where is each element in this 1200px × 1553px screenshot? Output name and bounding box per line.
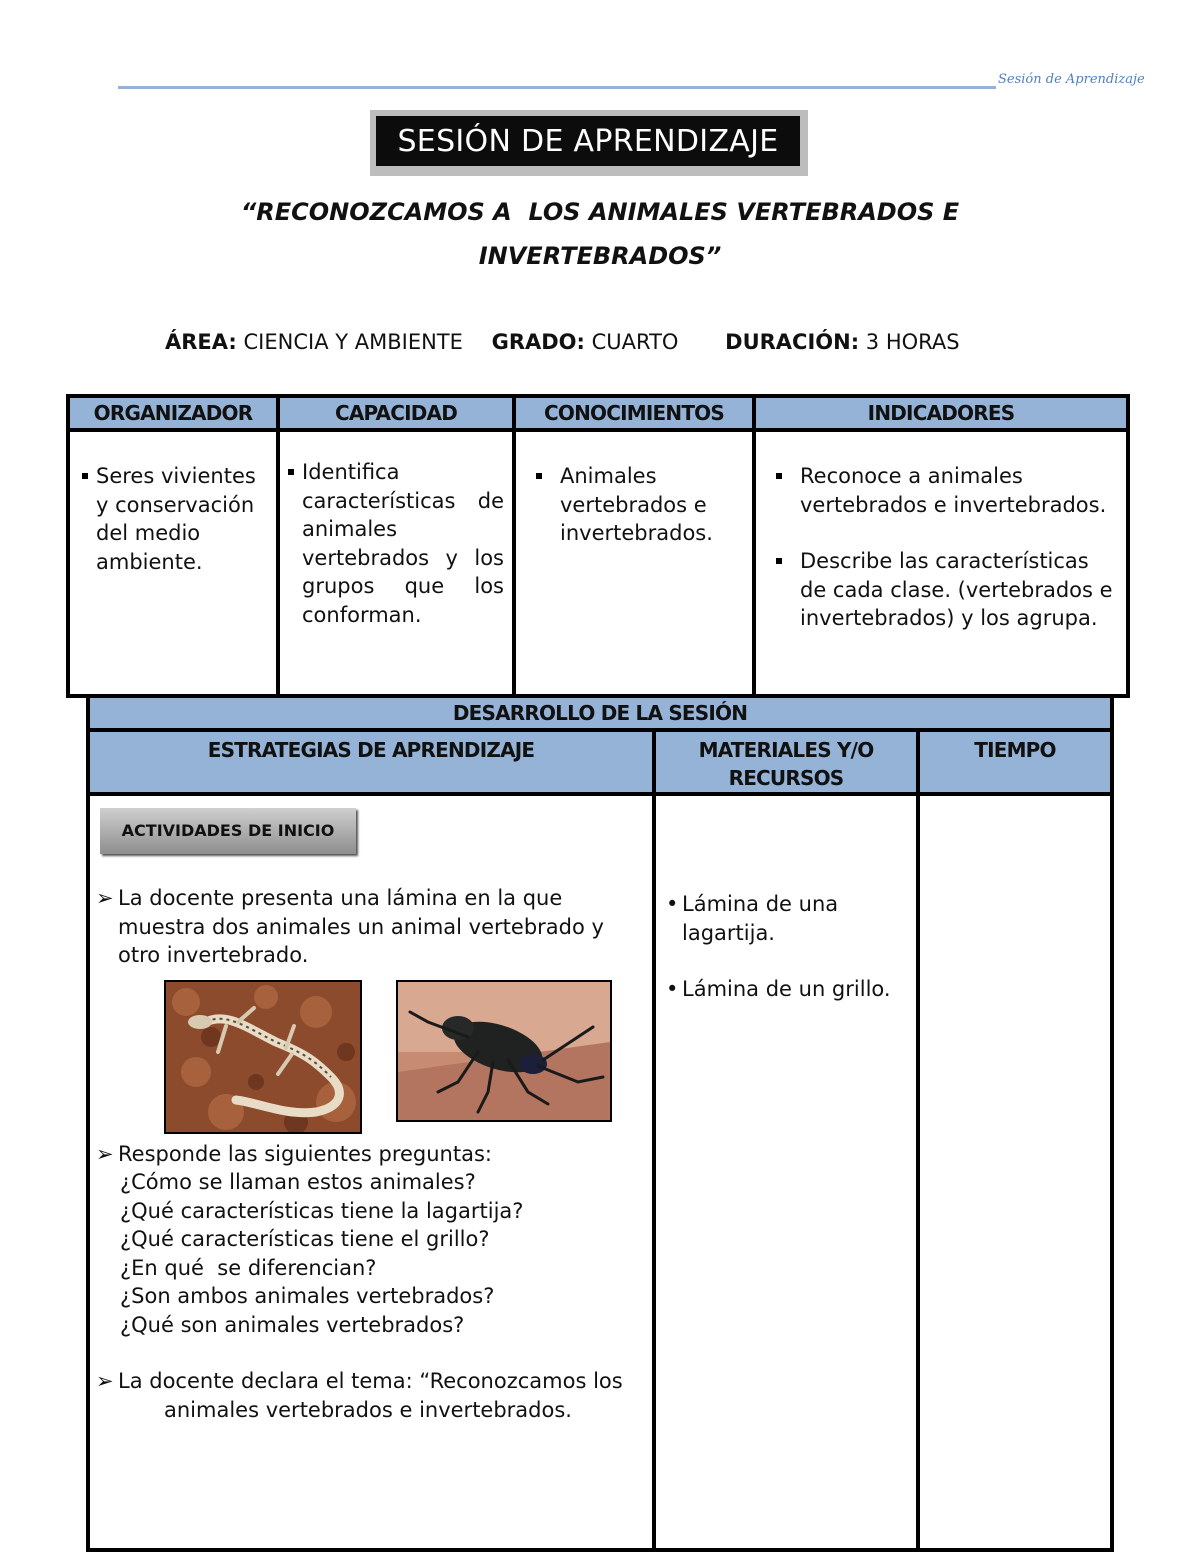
- strategy-text: La docente declara el tema: “Reconozcamos los: [118, 1369, 623, 1393]
- header-estrategias: ESTRATEGIAS DE APRENDIZAJE: [88, 730, 654, 794]
- cell-organizador: [68, 430, 278, 696]
- question-item: ¿Qué son animales vertebrados?: [120, 1312, 465, 1337]
- arrow-bullet-icon: ➢: [96, 886, 114, 910]
- indicador-item: Describe las características de cada clase. (vertebrados e invertebrados) y los agrupa.: [770, 547, 1118, 633]
- header-tiempo: TIEMPO: [918, 730, 1112, 794]
- session-subtitle: [100, 190, 1100, 278]
- grado-value: CUARTO: [591, 330, 679, 354]
- lizard-image: [164, 980, 362, 1134]
- session-meta: [165, 330, 960, 354]
- cell-conocimientos: [514, 430, 754, 696]
- cricket-image: [396, 980, 612, 1122]
- header-conocimientos: CONOCIMIENTOS: [514, 396, 754, 430]
- capacidad-item: Identifica características de animales vertebrados y los grupos que los conforman.: [288, 458, 504, 629]
- subtitle-line-2: INVERTEBRADOS”: [478, 242, 722, 270]
- page-title: SESIÓN DE APRENDIZAJE: [376, 116, 800, 166]
- planning-table: [66, 394, 1130, 698]
- header-materiales: [654, 730, 918, 794]
- strategy-text: animales vertebrados e invertebrados.: [164, 1397, 572, 1422]
- header-indicadores: INDICADORES: [754, 396, 1128, 430]
- organizador-item: Seres vivientes y conservación del medio ambiente.: [82, 462, 268, 576]
- conocimientos-item: Animales vertebrados e invertebrados.: [530, 462, 744, 548]
- header-capacidad: CAPACIDAD: [278, 396, 514, 430]
- strategy-item: [96, 1367, 640, 1424]
- question-item: ¿En qué se diferencian?: [120, 1255, 377, 1280]
- grado-label: GRADO:: [491, 330, 585, 354]
- area-value: CIENCIA Y AMBIENTE: [243, 330, 463, 354]
- title-box: [370, 110, 808, 176]
- question-item: ¿Qué características tiene el grillo?: [120, 1227, 490, 1251]
- indicador-item: Reconoce a animales vertebrados e invertebrados.: [770, 462, 1118, 519]
- cell-indicadores: [754, 430, 1128, 696]
- cell-capacidad: [278, 430, 514, 696]
- cell-tiempo: [918, 794, 1112, 1550]
- development-title: DESARROLLO DE LA SESIÓN: [88, 696, 1112, 730]
- material-item: • Lámina de una lagartija.: [666, 890, 908, 947]
- actividades-inicio-button: ACTIVIDADES DE INICIO: [100, 808, 356, 854]
- duracion-label: DURACIÓN:: [725, 330, 860, 354]
- question-item: ¿Cómo se llaman estos animales?: [120, 1170, 476, 1194]
- question-item: ¿Son ambos animales vertebrados?: [120, 1284, 495, 1308]
- question-list: [118, 1168, 640, 1339]
- strategy-text: Responde las siguientes preguntas:: [118, 1141, 492, 1166]
- question-item: ¿Qué características tiene la lagartija?: [120, 1198, 524, 1223]
- subtitle-line-1: “RECONOZCAMOS A LOS ANIMALES VERTEBRADOS E: [240, 198, 960, 226]
- illustrations: [164, 980, 640, 1134]
- header-organizador: ORGANIZADOR: [68, 396, 278, 430]
- header-materiales-line1: MATERIALES Y/O: [698, 738, 874, 762]
- header-rule: [118, 86, 996, 89]
- area-label: ÁREA:: [165, 330, 237, 354]
- strategy-item: [96, 1140, 640, 1340]
- session-development-table: [86, 694, 1114, 1552]
- arrow-bullet-icon: ➢: [96, 1141, 114, 1166]
- material-item: • Lámina de un grillo.: [666, 975, 908, 1004]
- strategy-text: La docente presenta una lámina en la que muestra dos animales un animal vertebrado y otro invertebrado.: [118, 886, 604, 967]
- strategy-item: [96, 884, 640, 970]
- header-label: Sesión de Aprendizaje: [998, 72, 1145, 87]
- arrow-bullet-icon: ➢: [96, 1369, 114, 1393]
- cell-estrategias: [88, 794, 654, 1550]
- header-materiales-line2: RECURSOS: [728, 766, 844, 790]
- duracion-value: 3 HORAS: [865, 330, 960, 354]
- cell-materiales: [654, 794, 918, 1550]
